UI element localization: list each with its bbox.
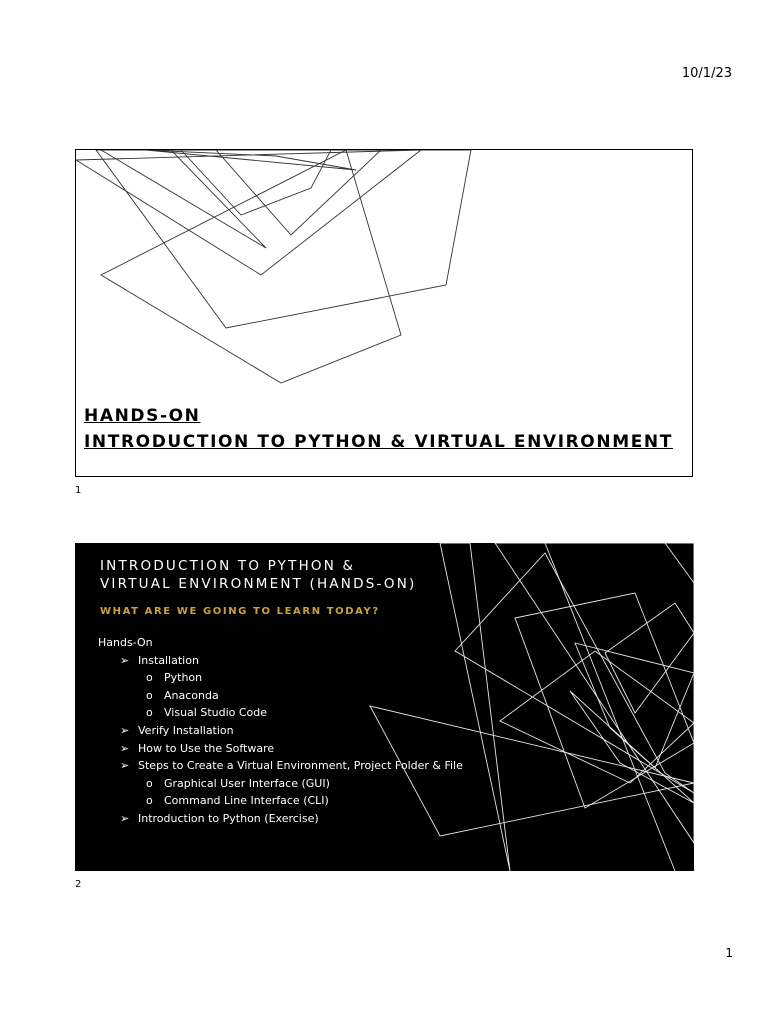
list-item [98,792,463,810]
slide-2-agenda-list [98,634,463,828]
list-item-text: How to Use the Software [138,741,275,755]
circle-bullet-icon: o [146,794,153,808]
list-item [98,704,463,722]
list-item-text: Anaconda [164,688,219,702]
circle-bullet-icon: o [146,688,153,702]
circle-bullet-icon: o [146,671,153,685]
slide-2 [75,543,694,871]
slide-1-title-line-1: HANDS-ON [84,406,201,426]
circle-bullet-icon: o [146,776,153,790]
slide-2-subtitle: WHAT ARE WE GOING TO LEARN TODAY? [100,606,380,617]
slide-2-title [100,557,417,593]
list-item [98,757,463,775]
list-item [98,669,463,687]
list-item-text: Introduction to Python (Exercise) [138,811,319,825]
list-item-text: Visual Studio Code [164,706,268,720]
slide-1-title [84,403,673,455]
arrow-bullet-icon: ➢ [120,723,130,737]
arrow-bullet-icon: ➢ [120,653,130,667]
list-item-text: Python [164,671,203,685]
list-item-text: Verify Installation [138,723,234,737]
list-item [98,634,463,652]
list-item [98,687,463,705]
page-number: 1 [725,946,733,960]
list-item-text: Hands-On [98,636,153,649]
arrow-bullet-icon: ➢ [120,759,130,773]
header-date: 10/1/23 [681,66,732,81]
slide-2-title-line-1: INTRODUCTION TO PYTHON & [100,558,356,574]
list-item [98,810,463,828]
slide-2-number: 2 [75,879,82,890]
list-item-text: Graphical User Interface (GUI) [164,776,330,790]
arrow-bullet-icon: ➢ [120,741,130,755]
slide-1-number: 1 [75,485,82,496]
slide-1 [75,149,693,477]
arrow-bullet-icon: ➢ [120,811,130,825]
circle-bullet-icon: o [146,706,153,720]
slide-2-title-line-2: VIRTUAL ENVIRONMENT (HANDS-ON) [100,576,417,592]
list-item [98,722,463,740]
slide-1-title-line-2: INTRODUCTION TO PYTHON & VIRTUAL ENVIRONMENT [84,432,673,452]
list-item-text: Steps to Create a Virtual Environment, Project Folder & File [138,759,463,773]
list-item [98,775,463,793]
list-item-text: Installation [138,653,199,667]
list-item [98,740,463,758]
list-item [98,652,463,670]
list-item-text: Command Line Interface (CLI) [164,794,329,808]
